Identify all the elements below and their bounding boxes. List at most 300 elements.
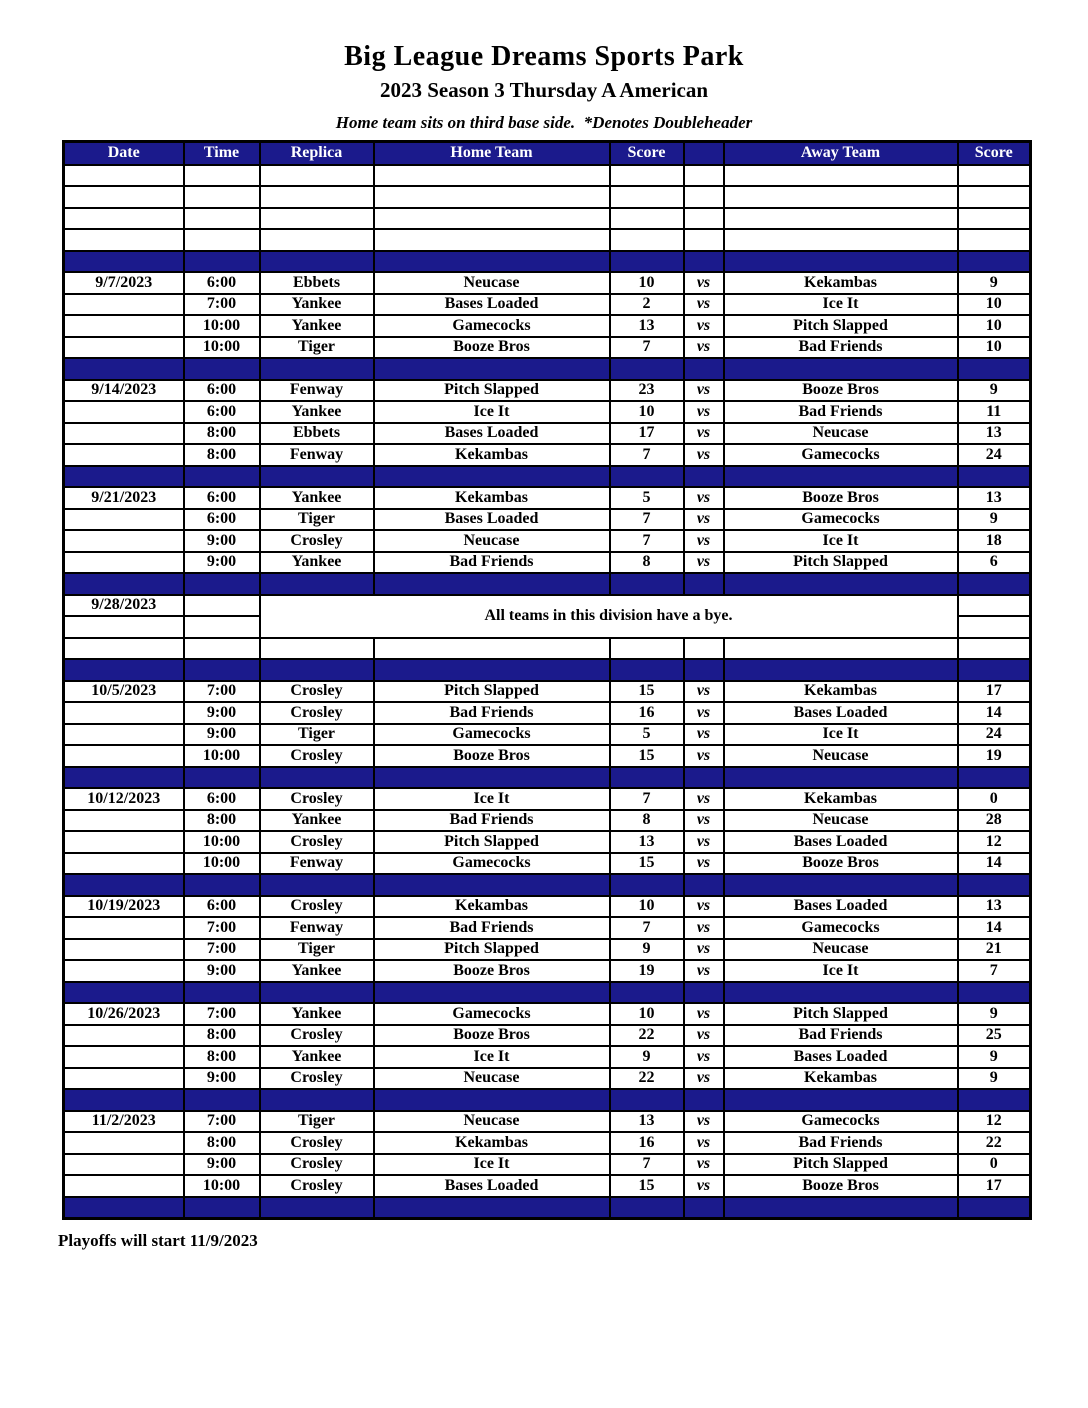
game-row [64, 1068, 1031, 1090]
away-score-cell: 9 [958, 1046, 1031, 1068]
home-score-cell [610, 165, 684, 187]
time-cell: 6:00 [184, 487, 260, 509]
away-score-cell: 9 [958, 1068, 1031, 1090]
home-team-cell [374, 186, 610, 208]
away-team-cell [724, 874, 958, 896]
date-cell [64, 702, 184, 724]
time-cell: 6:00 [184, 509, 260, 531]
date-cell [64, 982, 184, 1004]
home-score-cell [610, 1089, 684, 1111]
away-score-cell: 24 [958, 724, 1031, 746]
replica-cell: Tiger [260, 509, 374, 531]
separator-row [64, 1089, 1031, 1111]
home-score-cell: 19 [610, 960, 684, 982]
empty-row [64, 208, 1031, 230]
game-row [64, 509, 1031, 531]
time-cell [184, 1197, 260, 1219]
home-score-cell [610, 1197, 684, 1219]
home-score-cell: 8 [610, 810, 684, 832]
home-score-cell: 2 [610, 294, 684, 316]
replica-cell: Crosley [260, 1025, 374, 1047]
home-score-cell [610, 251, 684, 273]
away-team-cell: Pitch Slapped [724, 1154, 958, 1176]
replica-cell [260, 638, 374, 660]
vs-cell: vs [684, 509, 724, 531]
game-row [64, 745, 1031, 767]
away-team-cell: Bad Friends [724, 401, 958, 423]
away-score-cell [958, 1197, 1031, 1219]
replica-cell: Yankee [260, 487, 374, 509]
away-team-cell: Neucase [724, 423, 958, 445]
time-cell: 10:00 [184, 831, 260, 853]
away-score-cell [958, 982, 1031, 1004]
vs-cell: vs [684, 724, 724, 746]
away-score-cell: 14 [958, 853, 1031, 875]
home-score-cell [610, 208, 684, 230]
away-score-cell: 10 [958, 315, 1031, 337]
away-score-cell: 13 [958, 896, 1031, 918]
replica-cell: Crosley [260, 896, 374, 918]
replica-cell: Crosley [260, 745, 374, 767]
home-team-cell: Neucase [374, 1068, 610, 1090]
time-cell: 8:00 [184, 423, 260, 445]
vs-cell: vs [684, 1025, 724, 1047]
away-team-cell [724, 573, 958, 595]
replica-cell: Yankee [260, 960, 374, 982]
date-cell [64, 1025, 184, 1047]
away-score-cell: 10 [958, 294, 1031, 316]
date-cell [64, 917, 184, 939]
game-row [64, 380, 1031, 402]
date-cell [64, 165, 184, 187]
home-team-cell: Neucase [374, 1111, 610, 1133]
home-team-cell: Bases Loaded [374, 1175, 610, 1197]
home-team-cell: Ice It [374, 788, 610, 810]
separator-row [64, 466, 1031, 488]
replica-cell [260, 229, 374, 251]
date-cell [64, 831, 184, 853]
away-team-cell: Gamecocks [724, 444, 958, 466]
game-row [64, 1003, 1031, 1025]
away-score-cell: 9 [958, 272, 1031, 294]
away-score-cell: 7 [958, 960, 1031, 982]
away-score-cell: 0 [958, 1154, 1031, 1176]
separator-row [64, 573, 1031, 595]
away-team-cell: Kekambas [724, 272, 958, 294]
replica-cell: Yankee [260, 401, 374, 423]
game-row [64, 939, 1031, 961]
date-cell [64, 251, 184, 273]
away-team-cell [724, 638, 958, 660]
away-team-cell: Ice It [724, 960, 958, 982]
home-team-cell [374, 229, 610, 251]
vs-cell: vs [684, 530, 724, 552]
away-team-cell: Booze Bros [724, 487, 958, 509]
away-score-cell [958, 1089, 1031, 1111]
away-team-cell: Kekambas [724, 1068, 958, 1090]
away-team-cell: Gamecocks [724, 917, 958, 939]
vs-cell [684, 659, 724, 681]
away-team-cell: Pitch Slapped [724, 1003, 958, 1025]
replica-cell: Crosley [260, 530, 374, 552]
playoffs-note: Playoffs will start 11/9/2023 [58, 1230, 258, 1250]
time-cell: 8:00 [184, 1025, 260, 1047]
time-cell: 7:00 [184, 294, 260, 316]
away-team-cell: Neucase [724, 939, 958, 961]
away-team-cell [724, 982, 958, 1004]
home-team-cell: Bad Friends [374, 917, 610, 939]
replica-cell [260, 659, 374, 681]
vs-cell [684, 638, 724, 660]
game-row [64, 1111, 1031, 1133]
date-cell [64, 745, 184, 767]
col-header-away-score: Score [958, 142, 1031, 165]
col-header-date: Date [64, 142, 184, 165]
game-row [64, 1154, 1031, 1176]
time-cell [184, 638, 260, 660]
away-score-cell: 12 [958, 831, 1031, 853]
col-header-home-score: Score [610, 142, 684, 165]
vs-cell [684, 1197, 724, 1219]
date-cell [64, 1132, 184, 1154]
away-team-cell: Booze Bros [724, 1175, 958, 1197]
game-row [64, 810, 1031, 832]
away-team-cell: Bad Friends [724, 337, 958, 359]
home-score-cell: 23 [610, 380, 684, 402]
time-cell [184, 208, 260, 230]
replica-cell [260, 208, 374, 230]
separator-row [64, 874, 1031, 896]
vs-cell: vs [684, 939, 724, 961]
date-cell: 10/26/2023 [64, 1003, 184, 1025]
home-team-cell: Gamecocks [374, 853, 610, 875]
game-row [64, 681, 1031, 703]
home-score-cell: 13 [610, 315, 684, 337]
away-score-cell [958, 638, 1031, 660]
home-score-cell: 15 [610, 853, 684, 875]
replica-cell [260, 982, 374, 1004]
away-team-cell: Bases Loaded [724, 702, 958, 724]
date-cell [64, 1068, 184, 1090]
date-cell [64, 1175, 184, 1197]
schedule-table [62, 140, 1032, 1220]
game-row [64, 1025, 1031, 1047]
away-team-cell [724, 251, 958, 273]
home-team-cell: Bases Loaded [374, 423, 610, 445]
game-row [64, 917, 1031, 939]
game-row [64, 444, 1031, 466]
home-team-cell [374, 659, 610, 681]
home-score-cell [610, 874, 684, 896]
empty-row [64, 638, 1031, 660]
date-cell [64, 1197, 184, 1219]
time-cell: 9:00 [184, 1068, 260, 1090]
separator-row [64, 251, 1031, 273]
vs-cell: vs [684, 1175, 724, 1197]
vs-cell [684, 466, 724, 488]
home-score-cell [610, 573, 684, 595]
away-score-cell: 9 [958, 509, 1031, 531]
time-cell: 8:00 [184, 810, 260, 832]
away-score-cell [958, 616, 1031, 638]
away-score-cell: 18 [958, 530, 1031, 552]
home-team-cell: Pitch Slapped [374, 831, 610, 853]
home-team-cell: Kekambas [374, 487, 610, 509]
replica-cell: Fenway [260, 380, 374, 402]
away-team-cell: Booze Bros [724, 853, 958, 875]
time-cell: 6:00 [184, 896, 260, 918]
home-team-cell [374, 165, 610, 187]
home-score-cell: 9 [610, 1046, 684, 1068]
home-team-cell [374, 208, 610, 230]
replica-cell: Crosley [260, 1132, 374, 1154]
col-header-time: Time [184, 142, 260, 165]
away-team-cell [724, 208, 958, 230]
time-cell [184, 595, 260, 617]
date-cell: 9/21/2023 [64, 487, 184, 509]
date-cell: 10/19/2023 [64, 896, 184, 918]
home-score-cell: 16 [610, 702, 684, 724]
away-team-cell [724, 659, 958, 681]
replica-cell: Tiger [260, 1111, 374, 1133]
away-team-cell: Neucase [724, 810, 958, 832]
time-cell [184, 982, 260, 1004]
home-team-cell: Kekambas [374, 1132, 610, 1154]
away-team-cell [724, 466, 958, 488]
replica-cell [260, 466, 374, 488]
away-score-cell: 9 [958, 380, 1031, 402]
away-score-cell: 24 [958, 444, 1031, 466]
home-team-cell: Booze Bros [374, 1025, 610, 1047]
home-team-cell [374, 358, 610, 380]
vs-cell: vs [684, 831, 724, 853]
time-cell: 10:00 [184, 853, 260, 875]
away-team-cell [724, 1089, 958, 1111]
vs-cell: vs [684, 1068, 724, 1090]
time-cell: 6:00 [184, 788, 260, 810]
away-team-cell: Gamecocks [724, 509, 958, 531]
time-cell: 9:00 [184, 960, 260, 982]
date-cell [64, 401, 184, 423]
replica-cell: Yankee [260, 294, 374, 316]
time-cell: 9:00 [184, 724, 260, 746]
time-cell: 10:00 [184, 745, 260, 767]
home-score-cell [610, 186, 684, 208]
replica-cell: Ebbets [260, 423, 374, 445]
game-row [64, 272, 1031, 294]
time-cell [184, 466, 260, 488]
home-team-cell [374, 638, 610, 660]
away-score-cell [958, 874, 1031, 896]
away-team-cell: Bad Friends [724, 1132, 958, 1154]
time-cell [184, 616, 260, 638]
home-score-cell: 13 [610, 1111, 684, 1133]
home-team-cell: Neucase [374, 272, 610, 294]
page-title: Big League Dreams Sports Park [344, 41, 744, 72]
home-score-cell [610, 982, 684, 1004]
away-score-cell: 25 [958, 1025, 1031, 1047]
away-team-cell [724, 186, 958, 208]
home-score-cell: 22 [610, 1025, 684, 1047]
replica-cell: Tiger [260, 337, 374, 359]
replica-cell: Fenway [260, 917, 374, 939]
away-team-cell [724, 767, 958, 789]
home-team-cell: Booze Bros [374, 745, 610, 767]
home-score-cell: 7 [610, 509, 684, 531]
game-row [64, 294, 1031, 316]
time-cell: 6:00 [184, 380, 260, 402]
vs-cell: vs [684, 745, 724, 767]
home-score-cell: 22 [610, 1068, 684, 1090]
date-cell: 10/12/2023 [64, 788, 184, 810]
page-subtitle: 2023 Season 3 Thursday A American [379, 78, 709, 102]
home-score-cell: 7 [610, 530, 684, 552]
vs-cell: vs [684, 294, 724, 316]
separator-row [64, 982, 1031, 1004]
vs-cell: vs [684, 1003, 724, 1025]
vs-cell [684, 358, 724, 380]
home-team-cell: Gamecocks [374, 1003, 610, 1025]
time-cell [184, 1089, 260, 1111]
replica-cell: Crosley [260, 788, 374, 810]
game-row [64, 1175, 1031, 1197]
home-team-cell: Kekambas [374, 896, 610, 918]
vs-cell [684, 229, 724, 251]
vs-cell: vs [684, 1111, 724, 1133]
empty-row [64, 165, 1031, 187]
home-score-cell: 7 [610, 788, 684, 810]
away-team-cell: Bad Friends [724, 1025, 958, 1047]
time-cell [184, 229, 260, 251]
vs-cell: vs [684, 552, 724, 574]
vs-cell: vs [684, 896, 724, 918]
time-cell: 6:00 [184, 272, 260, 294]
home-team-cell [374, 573, 610, 595]
home-score-cell: 16 [610, 1132, 684, 1154]
home-score-cell: 13 [610, 831, 684, 853]
time-cell [184, 251, 260, 273]
home-team-cell [374, 874, 610, 896]
replica-cell: Crosley [260, 681, 374, 703]
time-cell [184, 659, 260, 681]
vs-cell: vs [684, 401, 724, 423]
home-team-cell: Pitch Slapped [374, 380, 610, 402]
vs-cell [684, 165, 724, 187]
replica-cell [260, 573, 374, 595]
home-team-cell [374, 982, 610, 1004]
empty-row [64, 229, 1031, 251]
home-team-cell: Bases Loaded [374, 294, 610, 316]
date-cell [64, 767, 184, 789]
away-score-cell: 6 [958, 552, 1031, 574]
time-cell: 7:00 [184, 939, 260, 961]
home-score-cell: 15 [610, 1175, 684, 1197]
vs-cell: vs [684, 788, 724, 810]
game-row [64, 401, 1031, 423]
away-team-cell [724, 229, 958, 251]
col-header-away-team: Away Team [724, 142, 958, 165]
date-cell [64, 208, 184, 230]
replica-cell: Crosley [260, 1068, 374, 1090]
date-cell [64, 1154, 184, 1176]
replica-cell: Yankee [260, 552, 374, 574]
away-team-cell: Bases Loaded [724, 896, 958, 918]
home-score-cell [610, 229, 684, 251]
time-cell: 7:00 [184, 917, 260, 939]
home-team-cell: Ice It [374, 1154, 610, 1176]
home-team-cell [374, 251, 610, 273]
date-cell [64, 466, 184, 488]
separator-row [64, 659, 1031, 681]
replica-cell [260, 874, 374, 896]
time-cell: 9:00 [184, 1154, 260, 1176]
home-score-cell: 10 [610, 896, 684, 918]
separator-row [64, 767, 1031, 789]
vs-cell: vs [684, 337, 724, 359]
game-row [64, 831, 1031, 853]
replica-cell: Yankee [260, 810, 374, 832]
vs-cell: vs [684, 681, 724, 703]
away-score-cell [958, 573, 1031, 595]
vs-cell: vs [684, 380, 724, 402]
away-score-cell: 11 [958, 401, 1031, 423]
time-cell: 10:00 [184, 315, 260, 337]
date-cell [64, 573, 184, 595]
home-score-cell: 5 [610, 724, 684, 746]
date-cell [64, 509, 184, 531]
home-team-cell: Bad Friends [374, 810, 610, 832]
bye-cell: All teams in this division have a bye. [260, 595, 958, 638]
replica-cell: Crosley [260, 702, 374, 724]
replica-cell: Ebbets [260, 272, 374, 294]
col-header-vs [684, 142, 724, 165]
away-score-cell: 13 [958, 487, 1031, 509]
away-score-cell: 19 [958, 745, 1031, 767]
home-score-cell: 17 [610, 423, 684, 445]
date-cell [64, 853, 184, 875]
vs-cell: vs [684, 487, 724, 509]
time-cell: 6:00 [184, 401, 260, 423]
home-score-cell: 7 [610, 337, 684, 359]
away-team-cell: Gamecocks [724, 1111, 958, 1133]
home-team-cell: Bad Friends [374, 552, 610, 574]
game-row [64, 423, 1031, 445]
vs-cell: vs [684, 810, 724, 832]
game-row [64, 788, 1031, 810]
away-score-cell [958, 358, 1031, 380]
home-score-cell: 10 [610, 272, 684, 294]
date-cell [64, 616, 184, 638]
away-team-cell: Ice It [724, 294, 958, 316]
away-team-cell: Neucase [724, 745, 958, 767]
away-score-cell: 14 [958, 917, 1031, 939]
time-cell [184, 874, 260, 896]
time-cell [184, 358, 260, 380]
date-cell [64, 530, 184, 552]
home-score-cell: 7 [610, 444, 684, 466]
schedule-body [64, 165, 1031, 1219]
home-team-cell: Pitch Slapped [374, 939, 610, 961]
vs-cell [684, 982, 724, 1004]
home-team-cell: Neucase [374, 530, 610, 552]
date-cell [64, 874, 184, 896]
date-cell [64, 186, 184, 208]
time-cell [184, 186, 260, 208]
game-row [64, 552, 1031, 574]
time-cell: 9:00 [184, 702, 260, 724]
away-score-cell: 22 [958, 1132, 1031, 1154]
vs-cell: vs [684, 315, 724, 337]
